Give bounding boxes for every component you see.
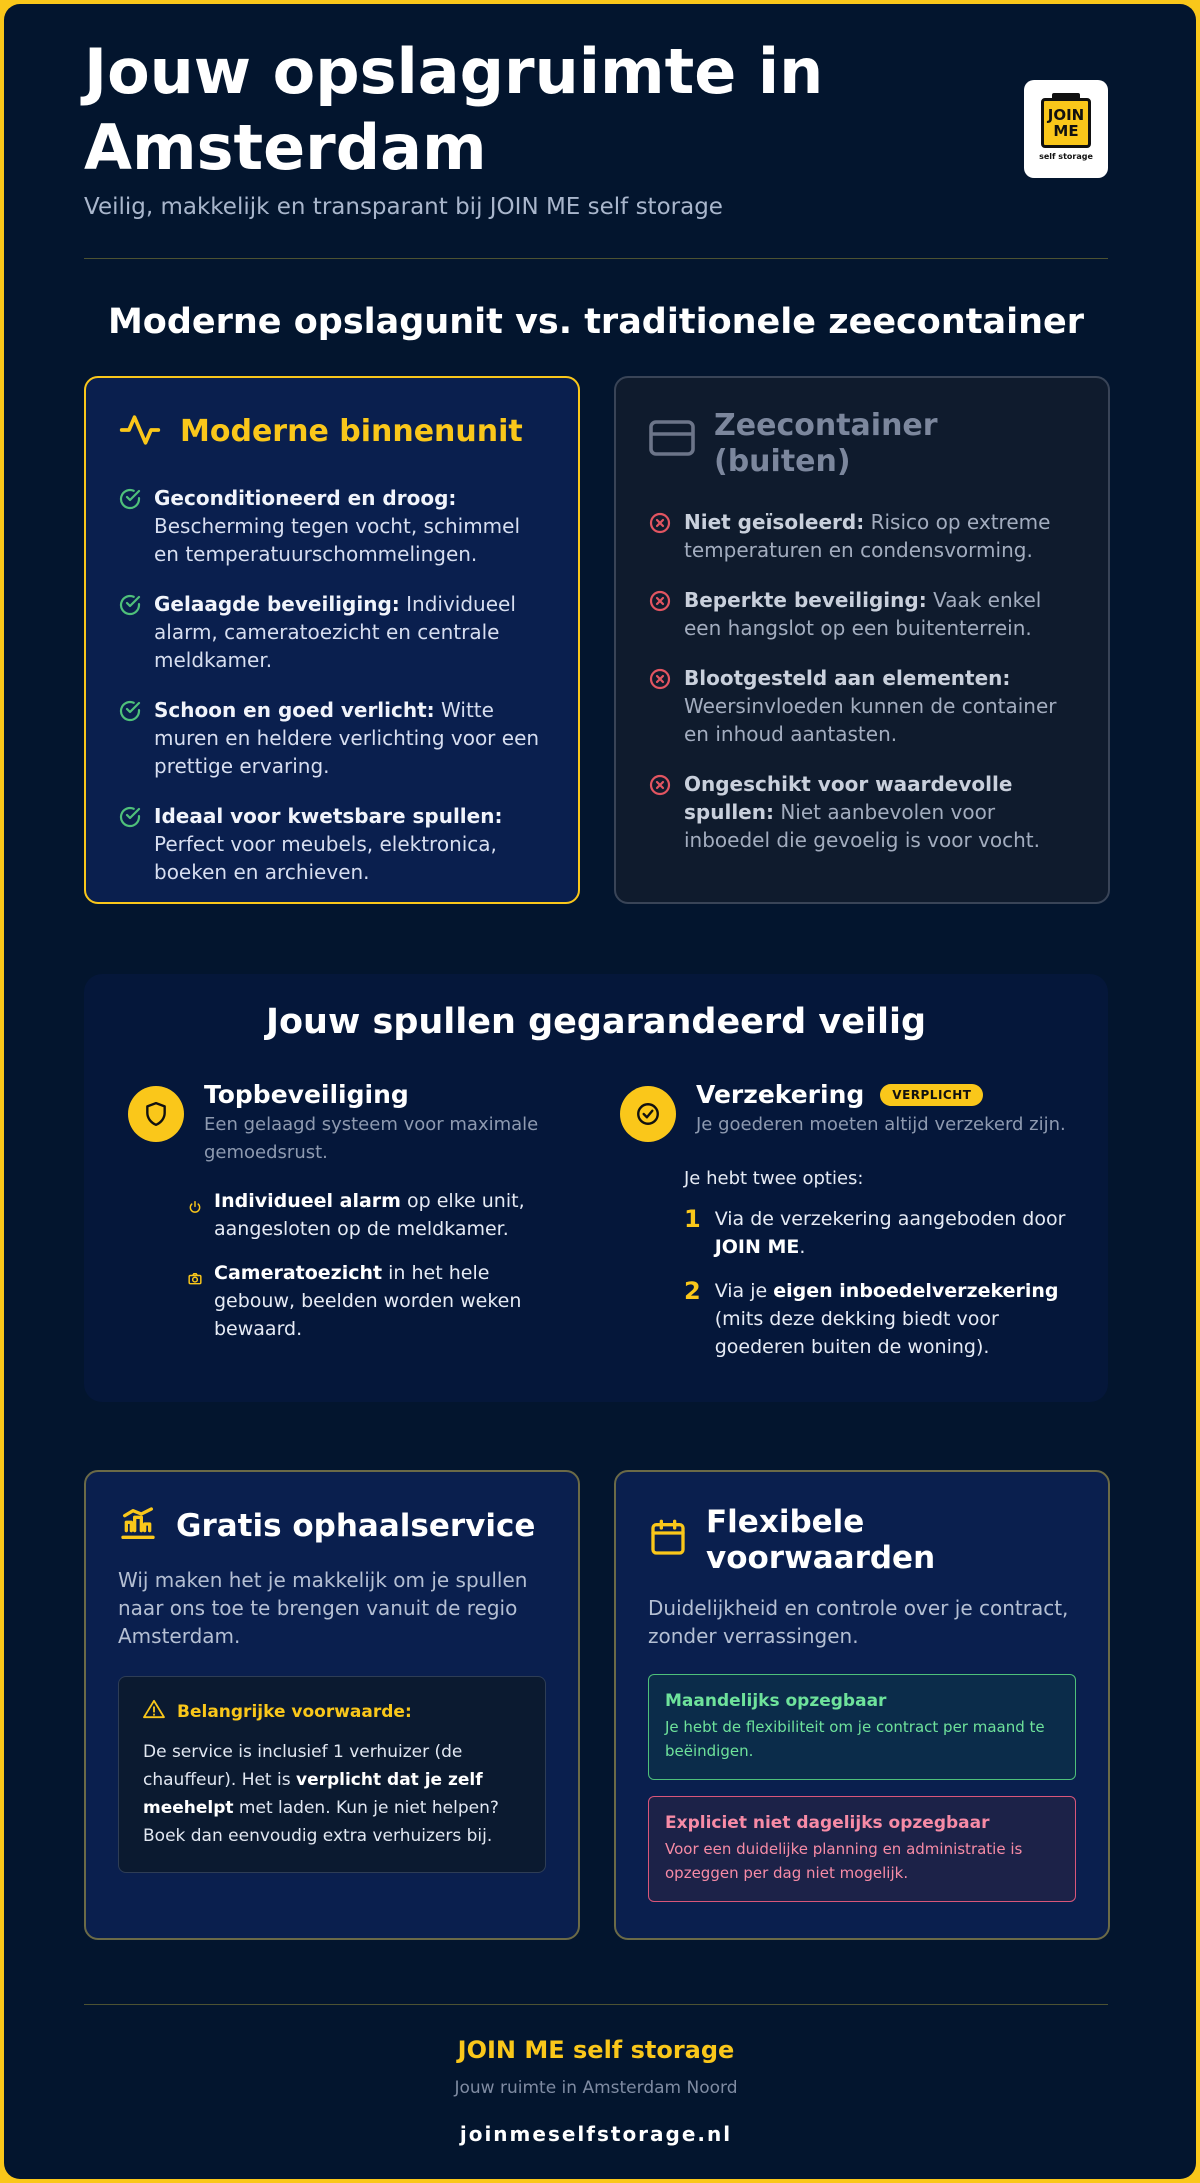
terms-text: Duidelijkheid en controle over je contract, zonder verrassingen.	[648, 1596, 1069, 1648]
x-circle-icon	[648, 511, 672, 564]
header	[84, 34, 1108, 220]
warning-title: Belangrijke voorwaarde:	[177, 1701, 412, 1722]
list-item	[118, 484, 546, 568]
footer	[84, 2036, 1108, 2146]
warning-box	[118, 1676, 546, 1873]
options-intro: Je hebt twee opties:	[684, 1168, 864, 1189]
protection-title: Topbeveiliging	[204, 1080, 409, 1109]
terms-title: Flexibele voorwaarden	[706, 1504, 936, 1576]
option-text: Via je	[714, 1280, 774, 1302]
item-bold: Geconditioneerd en droog:	[154, 486, 457, 510]
insurance-title: Verzekering	[696, 1080, 865, 1109]
list-item	[648, 664, 1076, 748]
x-circle-icon	[648, 589, 672, 642]
item-bold: Gelaagde beveiliging:	[154, 592, 400, 616]
modern-unit-card	[84, 376, 580, 904]
protection-block	[128, 1080, 558, 1359]
list-item	[648, 586, 1076, 642]
item-bold: Beperkte beveiliging:	[684, 588, 927, 612]
sea-container-card	[614, 376, 1110, 904]
logo-subtext: self storage	[1039, 151, 1093, 161]
camera-text: in het hele gebouw, beelden worden weken bewaard.	[214, 1262, 522, 1340]
item-text: Witte muren en heldere verlichting voor een prettige ervaring.	[154, 698, 540, 778]
list-item	[118, 590, 546, 674]
item-bold: Ongeschikt voor waardevolle spullen:	[684, 772, 1013, 824]
pickup-title: Gratis ophaalservice	[176, 1508, 536, 1544]
daily-text: Voor een duidelijke planning en administratie is opzeggen per dag niet mogelijk.	[665, 1840, 1023, 1882]
item-text: Bescherming tegen vocht, schimmel en temperatuurschommelingen.	[154, 514, 521, 566]
option-number: 2	[684, 1277, 701, 1305]
item-text: Risico op extreme temperaturen en condensvorming.	[684, 510, 1051, 562]
activity-icon	[118, 408, 162, 456]
item-bold: Schoon en goed verlicht:	[154, 698, 435, 722]
item-text: Individueel alarm, cameratoezicht en centrale meldkamer.	[154, 592, 516, 672]
footer-tagline: Jouw ruimte in Amsterdam Noord	[454, 2078, 738, 2098]
list-item	[188, 1187, 558, 1243]
x-circle-icon	[648, 667, 672, 748]
option-text: Via de verzekering aangeboden door	[714, 1208, 1066, 1230]
option-text-end: (mits deze dekking biedt voor goederen buiten de woning).	[714, 1308, 999, 1358]
check-circle-icon	[118, 487, 142, 568]
option-bold: eigen inboedelverzekering	[773, 1280, 1059, 1302]
monthly-title: Maandelijks opzegbaar	[665, 1691, 887, 1711]
security-title: Jouw spullen gegarandeerd veilig	[265, 1002, 927, 1042]
required-badge: VERPLICHT	[880, 1084, 983, 1106]
camera-icon	[188, 1266, 202, 1343]
modern-unit-heading: Moderne binnenunit	[180, 414, 523, 449]
item-bold: Blootgesteld aan elementen:	[684, 666, 1011, 690]
sea-container-heading: Zeecontainer (buiten)	[714, 408, 938, 479]
website-link[interactable]: joinmeselfstorage.nl	[459, 2122, 733, 2146]
check-circle-icon	[620, 1086, 676, 1142]
option-item	[684, 1205, 1090, 1261]
list-item	[648, 770, 1076, 854]
logo-mark: JOIN ME	[1041, 98, 1091, 148]
monthly-text: Je hebt de flexibiliteit om je contract per maand te beëindigen.	[665, 1718, 1045, 1760]
option-text-end: .	[799, 1236, 806, 1258]
check-circle-icon	[118, 805, 142, 886]
brand-logo[interactable]	[1024, 80, 1108, 178]
footer-brand: JOIN ME self storage	[457, 2036, 735, 2064]
insurance-block	[620, 1080, 1090, 1377]
item-bold: Ideaal voor kwetsbare spullen:	[154, 804, 503, 828]
list-item	[118, 696, 546, 780]
header-divider	[84, 258, 1108, 259]
option-number: 1	[684, 1205, 701, 1233]
option-item	[684, 1277, 1090, 1361]
check-circle-icon	[118, 699, 142, 780]
pickup-text: Wij maken het je makkelijk om je spullen naar ons toe te brengen vanuit de regio Amsterdam.	[118, 1568, 528, 1648]
list-item	[188, 1259, 558, 1343]
item-bold: Niet geïsoleerd:	[684, 510, 865, 534]
warning-bold: verplicht dat je zelf meehelpt	[143, 1770, 483, 1818]
security-section	[84, 974, 1108, 1402]
x-circle-icon	[648, 773, 672, 854]
truck-icon	[118, 1504, 158, 1548]
camera-bold: Cameratoezicht	[214, 1262, 383, 1284]
calendar-icon	[648, 1518, 688, 1562]
item-text: Vaak enkel een hangslot op een buitenterrein.	[684, 588, 1042, 640]
monthly-cancel-box	[648, 1674, 1076, 1780]
daily-cancel-box	[648, 1796, 1076, 1902]
daily-title: Expliciet niet dagelijks opzegbaar	[665, 1813, 990, 1833]
pickup-card	[84, 1470, 580, 1940]
list-item	[648, 508, 1076, 564]
warning-icon	[143, 1699, 165, 1724]
page-subtitle: Veilig, makkelijk en transparant bij JOIN ME self storage	[84, 194, 723, 220]
list-item	[118, 802, 546, 886]
alarm-text: op elke unit, aangesloten op de meldkamer.	[214, 1190, 525, 1240]
terms-card	[614, 1470, 1110, 1940]
credit-card-icon	[648, 418, 696, 462]
protection-desc: Een gelaagd systeem voor maximale gemoedsrust.	[204, 1114, 539, 1163]
comparison-title: Moderne opslagunit vs. traditionele zeecontainer	[107, 302, 1085, 342]
insurance-desc: Je goederen moeten altijd verzekerd zijn.	[696, 1114, 1066, 1135]
shield-icon	[128, 1086, 184, 1142]
page-title: Jouw opslagruimte in Amsterdam	[84, 35, 824, 184]
alarm-bold: Individueel alarm	[214, 1190, 401, 1212]
power-icon	[188, 1194, 202, 1243]
item-text: Niet aanbevolen voor inboedel die gevoelig is voor vocht.	[684, 800, 1041, 852]
check-circle-icon	[118, 593, 142, 674]
warning-text-end: met laden. Kun je niet helpen? Boek dan eenvoudig extra verhuizers bij.	[143, 1798, 499, 1846]
option-bold: JOIN ME	[714, 1236, 800, 1258]
footer-divider	[84, 2004, 1108, 2005]
item-text: Weersinvloeden kunnen de container en inhoud aantasten.	[684, 694, 1057, 746]
item-text: Perfect voor meubels, elektronica, boeken en archieven.	[154, 832, 497, 884]
warning-text: De service is inclusief 1 verhuizer (de chauffeur). Het is	[143, 1742, 463, 1790]
